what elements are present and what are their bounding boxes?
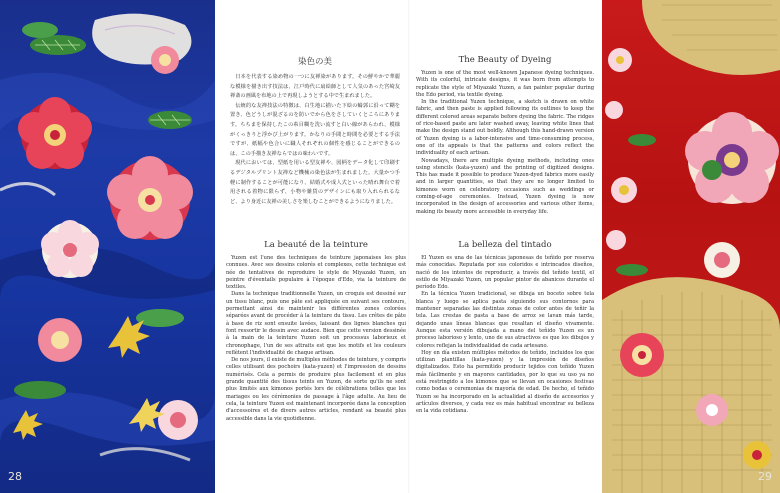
spanish-article (416, 240, 594, 416)
english-title: The Beauty of Dyeing (458, 55, 552, 65)
japanese-title: 染色の美 (297, 57, 332, 67)
english-article (416, 55, 594, 216)
spanish-paragraph: Hoy en día existen múltiples métodos de teñido, incluidos los que utilizan plantillas (kata-yuzen) y la impresión de diseños digitalizados. Esto ha permitido producir tejidos con teñido Yuzen más fácilmente y en mayores cantidades, por lo que su uso ya no está restringido a los kimonos que se llevan en ocasiones festivas como bodas o ceremonias de mayoría de edad. De hecho, el teñido Yuzen se ha incorporado en la actualidad al diseño de accesorios y artículos diversos, y cada vez es más habitual encontrar su belleza en la vida cotidiana. (416, 349, 594, 415)
left-yuzen-artwork (0, 0, 215, 493)
pine-branch-icon (616, 134, 656, 276)
right-yuzen-artwork (602, 0, 780, 493)
japanese-paragraph: 伝統的な友禅技法の特徴は、白生地に描いた下絵の輪郭に沿って糊を置き、色どうしが混ざるのを防いでから色をさしていくところにあります。ちちまを保持したこの糸目糊を洗い流すと白い線があらわれ、模様がくっきりと浮かび上がります。かなりの手間と時間を必要とする手法ですが、紙幅や色合いに職人それぞれの個性を感じることができるのは、この手描き友禅ならではの味わいです。 (230, 102, 400, 157)
english-paragraph: Yuzen is one of the most well-known Japanese dyeing techniques. With its colorful, intricate designs, it was born from attempts to replicate the style of Miyazaki Yuzen, a fan painter popular during the Edo period, via textile dyeing. (416, 70, 594, 98)
page-number-left: 28 (8, 470, 22, 483)
french-article (226, 240, 406, 423)
spanish-paragraph: En la técnica Yuzen tradicional, se dibuja un boceto sobre tela blanca y luego se aplica pasta siguiendo sus contornos para mantener separadas las distintas zonas de color antes de teñir la tela. Las crestas de pasta a base de arroz se lavan más tarde, dejando unas líneas blancas que resaltan el diseño vivamente. Aunque esta versión dibujada a mano del teñido Yuzen es un proceso laborioso y lento, uno de sus atractivos es que los dibujos y colores reflejan la individualidad de cada artesano. (416, 291, 594, 349)
right-artwork-svg (602, 0, 780, 493)
french-paragraph: De nos jours, il existe de multiples méthodes de teinture, y compris celles utilisant des pochoirs (kata-yuzen) et l'impression de dessins numérisés. Cela a permis de produire plus facilement et en plus grande quantité des tissus teints en Yuzen, de sorte qu'ils ne sont plus limités aux kimonos portés lors de célébrations telles que les mariages ou les cérémonies de passage à l'âge adulte. Au lieu de cela, la teinture Yuzen est maintenant incorporée dans la conception d'accessoires et de divers autres articles, rendant sa beauté plus accessible dans la vie quotidienne. (226, 357, 406, 422)
left-artwork-svg (0, 0, 215, 493)
japanese-paragraph: 日本を代表する染め物の一つに友禅染があります。その鮮やかで華麗な模様を描き出す技法は、江戸時代に扇絵師として人気のあった宮崎友禅斎の画風を布地の上で再現しようとする中で生まれました。 (230, 74, 400, 100)
plum-blossom-icon (685, 112, 779, 204)
french-title: La beauté de la teinture (264, 240, 368, 250)
english-paragraph: In the traditional Yuzen technique, a sketch is drawn on white fabric, and then paste is applied following its outlines to keep the different colored areas separate before dyeing the fabric. The ridges of rice-based paste are later washed away, leaving white lines that make the design stand out boldly. Although this hand-drawn version of Yuzen dyeing is a labor-intensive and time-consuming process, one of its appeals is that the patterns and colors reflect the individuality of each artisan. (416, 99, 594, 157)
page-gutter (408, 0, 410, 493)
english-paragraph: Nowadays, there are multiple dyeing methods, including ones using stencils (kata-yuzen) and the printing of digitized designs. This has made it possible to produce Yuzen-dyed fabrics more easily and in larger quantities, so that they are no longer limited to kimonos worn on celebratory occasions such as weddings or coming-of-age ceremonies. Instead, Yuzen dyeing is now incorporated in the design of accessories and various other items, making its beauty more accessible in everyday life. (416, 157, 594, 215)
fan-icon (602, 0, 780, 493)
spanish-title: La belleza del tintado (458, 240, 552, 250)
page-number-right: 29 (758, 470, 772, 483)
french-paragraph: Dans la technique traditionnelle Yuzen, un croquis est dessiné sur un tissu blanc, puis une pâte est appliquée en suivant ses contours, permettant ainsi de maintenir les différentes zones colorées séparées avant de procéder à la teinture du tissu. Les crêtes de pâte à base de riz sont ensuite lavées, laissant des lignes blanches qui font ressortir le dessin avec audace. Bien que cette version dessinée à la main de la teinture Yuzen soit un processus laborieux et chronophage, l'un de ses attraits est que les motifs et les couleurs reflètent l'individualité de chaque artisan. (226, 291, 406, 356)
spanish-paragraph: El Yuzen es una de las técnicas japonesas de teñido por reserva más conocidas. Reputada por sus coloridos e intrincados diseños, nació de los intentos de reproducir, a través del teñido textil, el estilo de Miyazaki Yuzen, un popular pintor de abanicos durante el período Edo. (416, 255, 594, 291)
french-paragraph: Yuzen est l'une des techniques de teinture japonaises les plus connues. Avec ses dessins colorés et complexes, cette technique est née de tentatives de reproduire le style de Miyazaki Yuzen, un peintre d'éventails populaire à l'époque d'Edo, via la teinture de textiles. (226, 255, 406, 291)
japanese-article (230, 55, 400, 207)
japanese-paragraph: 現代においては、型紙を用いる型友禅や、図柄をデータ化して印刷するデジタルプリント友禅など機械の染色法が生まれました。大量かつ手軽に制作することが可能になり、結婚式や成人式といった晴れ舞台で着用される着物に限らず、小物や雑貨のデザインにも取り入れられるなど、より身近に友禅の美しさを楽しむことができるようになりました。 (230, 160, 400, 205)
